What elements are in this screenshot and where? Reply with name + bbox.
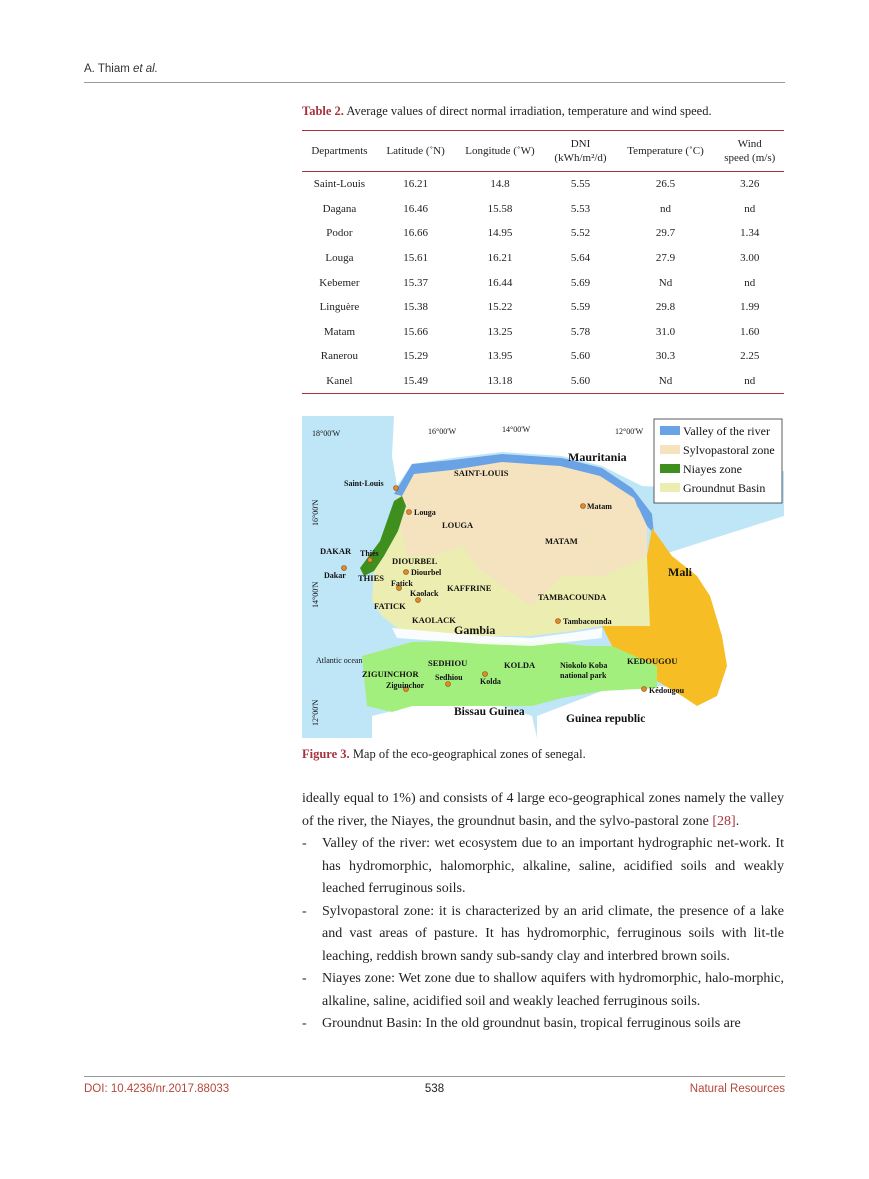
- label-niokolo-koba: Niokolo Koba: [560, 661, 608, 670]
- legend-valley: Valley of the river: [683, 424, 770, 438]
- table-cell: Ranerou: [320, 350, 359, 363]
- legend-sylvo: Sylvopastoral zone: [683, 443, 775, 457]
- region-ziguinchor: ZIGUINCHOR: [362, 669, 419, 679]
- table-row: [302, 197, 784, 222]
- city-tambacounda: Tambacounda: [563, 617, 612, 626]
- region-fatick: FATICK: [374, 601, 406, 611]
- table-cell: nd: [744, 276, 756, 289]
- table-cell: 5.55: [570, 178, 591, 191]
- region-kaolack: KAOLACK: [412, 615, 456, 625]
- country-mali: Mali: [668, 565, 692, 579]
- footer-rule: [84, 1076, 785, 1077]
- bullet-sylvopastoral-text: Sylvopastoral zone: it is characterized by an arid climate, the presence of a lake and vast areas of pasture. It has hydromorphic, ferruginous soils with lit-tle leaching, reddish brown sandy sub-sandy clay and interbred brown soils.: [322, 903, 784, 964]
- lon-label-12w: 12°00'W: [615, 427, 644, 436]
- bullet-groundnut: [302, 1013, 784, 1036]
- col-dni-line1: DNI: [570, 138, 591, 150]
- table-cell: 29.8: [655, 301, 676, 314]
- region-thies: THIES: [358, 573, 384, 583]
- col-longitude: Longitude (˚W): [454, 131, 545, 172]
- col-dni: [546, 131, 616, 172]
- lat-label-16n: 16°00'N: [311, 499, 320, 526]
- table-cell: 1.60: [740, 325, 760, 338]
- table-cell: 15.22: [487, 301, 513, 314]
- label-national-park: national park: [560, 671, 607, 680]
- region-louga: LOUGA: [442, 520, 474, 530]
- bullet-groundnut-text: Groundnut Basin: In the old groundnut basin, tropical ferruginous soils are: [322, 1016, 741, 1031]
- table-cell: Nd: [615, 369, 715, 394]
- lon-label-18w: 18°00'W: [312, 429, 341, 438]
- region-kolda: KOLDA: [504, 660, 536, 670]
- table-cell: 13.95: [487, 350, 513, 363]
- table-cell: 5.60: [570, 350, 591, 363]
- city-kedougou: Kédougou: [649, 686, 685, 695]
- table-cell: 31.0: [655, 325, 676, 338]
- region-kedougou: KEDOUGOU: [627, 656, 678, 666]
- table-cell: nd: [659, 202, 671, 215]
- lat-label-12n: 12°00'N: [311, 699, 320, 726]
- table-cell: 2.25: [740, 350, 760, 363]
- table-caption-text: Average values of direct normal irradiation, temperature and wind speed.: [343, 104, 712, 118]
- table-cell: Nd: [658, 276, 673, 289]
- region-kaffrine: KAFFRINE: [447, 583, 492, 593]
- region-sedhiou: SEDHIOU: [428, 658, 468, 668]
- country-mauritania: Mauritania: [568, 450, 627, 464]
- city-thies: Thiès: [360, 549, 379, 558]
- city-sedhiou: Sedhiou: [435, 673, 463, 682]
- bullet-niayes: [302, 968, 784, 1013]
- table-row: [302, 295, 784, 320]
- table-cell: 5.59: [570, 301, 591, 314]
- paragraph-1-text: ideally equal to 1%) and consists of 4 large eco-geographical zones namely the valley of the river, the Niayes, the groundnut basin, and the sylvo-pastoral zone: [302, 791, 784, 829]
- paragraph-1-end: .: [735, 813, 740, 829]
- bullet-dash: -: [302, 1016, 307, 1031]
- table-cell: Kanel: [302, 369, 377, 394]
- table-row: [302, 246, 784, 271]
- lon-label-16w: 16°00'W: [428, 427, 457, 436]
- region-diourbel: DIOURBEL: [392, 556, 438, 566]
- table-row: [302, 270, 784, 295]
- table-cell: 5.78: [570, 325, 591, 338]
- table-caption: [302, 104, 712, 119]
- table-cell: 16.66: [403, 227, 428, 240]
- city-louga: Louga: [414, 508, 436, 517]
- label-atlantic-ocean: Atlantic ocean: [316, 656, 363, 665]
- city-dakar: Dakar: [324, 571, 346, 580]
- footer-page-number: 538: [424, 1083, 445, 1095]
- table-cell: 15.49: [377, 369, 455, 394]
- table-cell: 26.5: [655, 178, 676, 191]
- table-cell: 29.7: [655, 227, 676, 240]
- table-cell: 16.21: [487, 252, 513, 265]
- figure-label: Figure 3.: [302, 747, 350, 761]
- table-cell: Louga: [325, 252, 354, 265]
- table-cell: Matam: [323, 325, 356, 338]
- country-bissau-guinea: Bissau Guinea: [454, 706, 525, 718]
- region-dakar: DAKAR: [320, 546, 352, 556]
- table-row: [302, 221, 784, 246]
- body-text: [302, 788, 784, 1036]
- table-cell: 1.34: [740, 227, 760, 240]
- bullet-valley: [302, 833, 784, 901]
- table-cell: Linguère: [319, 301, 360, 314]
- col-wind: [716, 131, 784, 172]
- city-kaolack: Kaolack: [410, 589, 439, 598]
- header-rule: [84, 82, 785, 83]
- col-latitude: Latitude (˚N): [377, 131, 455, 172]
- table-cell: 15.66: [403, 325, 428, 338]
- footer-journal: Natural Resources: [689, 1083, 785, 1095]
- country-gambia: Gambia: [454, 623, 496, 637]
- city-fatick: Fatick: [391, 579, 413, 588]
- figure-caption-text: Map of the eco-geographical zones of senegal.: [349, 747, 586, 761]
- table-cell: 13.18: [454, 369, 545, 394]
- city-diourbel: Diourbel: [411, 568, 442, 577]
- table-cell: 15.37: [403, 276, 428, 289]
- table-row: [302, 320, 784, 345]
- footer-doi[interactable]: DOI: 10.4236/nr.2017.88033: [84, 1083, 230, 1095]
- bullet-niayes-text: Niayes zone: Wet zone due to shallow aquifers with hydromorphic, halo-morphic, alkaline, saline, acidified soil and weakly leached ferruginous soils.: [322, 971, 784, 1009]
- table-cell: 14.95: [487, 227, 513, 240]
- table-cell: 3.26: [740, 178, 760, 191]
- table-row: [302, 344, 784, 369]
- table-cell: Saint-Louis: [313, 178, 366, 191]
- table-cell: nd: [716, 369, 784, 394]
- table-row: [302, 369, 784, 394]
- figure-caption: [302, 747, 586, 762]
- table-cell: 14.8: [490, 178, 510, 191]
- table-cell: nd: [744, 202, 756, 215]
- region-saint-louis: SAINT-LOUIS: [454, 468, 509, 478]
- table-cell: Dagana: [322, 202, 357, 215]
- col-wind-line2: speed (m/s): [724, 152, 776, 164]
- city-saint-louis: Saint-Louis: [344, 479, 384, 488]
- table-cell: 15.58: [487, 202, 513, 215]
- paragraph-1: [302, 788, 784, 833]
- lat-label-14n: 14°00'N: [311, 581, 320, 608]
- table-cell: Podor: [326, 227, 353, 240]
- table-cell: 16.46: [403, 202, 428, 215]
- table-cell: Kebemer: [319, 276, 360, 289]
- header-etal: et al.: [133, 63, 158, 75]
- table-cell: 16.44: [487, 276, 513, 289]
- region-tambacounda: TAMBACOUNDA: [538, 592, 607, 602]
- table-header-row: [302, 131, 784, 172]
- table-row: [302, 172, 784, 197]
- table-cell: 5.64: [570, 252, 591, 265]
- country-guinea-republic: Guinea republic: [566, 713, 646, 725]
- bullet-dash: -: [302, 836, 307, 851]
- table-cell: 13.25: [487, 325, 513, 338]
- bullet-dash: -: [302, 903, 307, 919]
- col-departments: Departments: [302, 131, 377, 172]
- city-ziguinchor: Ziguinchor: [386, 681, 425, 690]
- table-cell: 5.69: [570, 276, 591, 289]
- lon-label-14w: 14°00'W: [502, 425, 531, 434]
- map-legend: [654, 419, 782, 503]
- table-cell: 27.9: [655, 252, 676, 265]
- legend-niayes: Niayes zone: [683, 462, 742, 476]
- table-cell: 1.99: [740, 301, 760, 314]
- table-cell: 3.00: [740, 252, 760, 265]
- table-cell: 15.61: [403, 252, 428, 265]
- table-body: [302, 172, 784, 394]
- table-cell: 16.21: [403, 178, 428, 191]
- data-table: [302, 130, 784, 394]
- table-cell: 15.38: [403, 301, 428, 314]
- col-dni-line2: (kWh/m²/d): [554, 152, 607, 164]
- table-cell: 15.29: [403, 350, 428, 363]
- running-header: [84, 63, 158, 75]
- table-cell: 5.60: [546, 369, 616, 394]
- citation-28[interactable]: [28]: [712, 813, 736, 829]
- city-matam: Matam: [587, 502, 612, 511]
- col-temperature: Temperature (˚C): [615, 131, 715, 172]
- bullet-valley-text: Valley of the river: wet ecosystem due to an important hydrographic net-work. It has hydromorphic, halomorphic, alkaline, saline, acidified soils and weakly leached ferruginous soils.: [322, 836, 784, 896]
- city-kolda: Kolda: [480, 677, 501, 686]
- col-wind-line1: Wind: [737, 138, 762, 150]
- table-cell: 30.3: [655, 350, 676, 363]
- header-author: A. Thiam: [84, 63, 133, 75]
- bullet-dash: -: [302, 971, 307, 986]
- senegal-zones-map: [302, 416, 784, 738]
- table-cell: 5.53: [570, 202, 591, 215]
- bullet-sylvopastoral: [302, 901, 784, 969]
- region-matam: MATAM: [545, 536, 578, 546]
- legend-groundnut: Groundnut Basin: [683, 481, 766, 495]
- table-label: Table 2.: [302, 104, 344, 118]
- table-cell: 5.52: [570, 227, 591, 240]
